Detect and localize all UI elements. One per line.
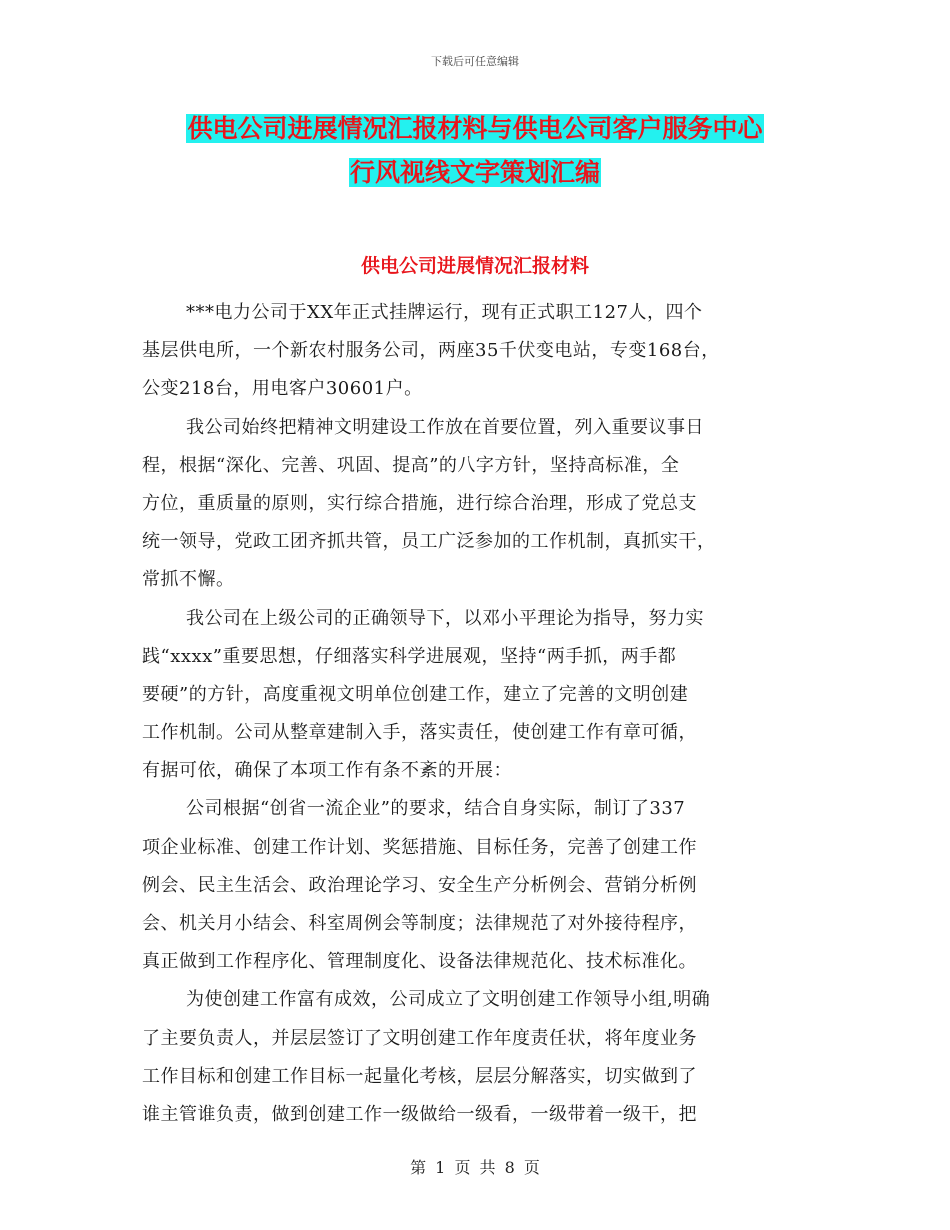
body-line: 真正做到工作程序化、管理制度化、设备法律规范化、技术标准化。 <box>142 951 697 973</box>
body-line: 有据可依，确保了本项工作有条不紊的开展： <box>142 760 512 782</box>
section-title: 供电公司进展情况汇报材料 <box>360 255 589 277</box>
body-line: 公司根据“创省一流企业”的要求，结合自身实际，制订了337 <box>186 798 686 820</box>
body-line: 常抓不懈。 <box>142 569 235 591</box>
body-line: 程，根据“深化、完善、巩固、提高”的八字方针，坚持高标准，全 <box>142 454 680 476</box>
body-line: 统一领导，党政工团齐抓共管，员工广泛参加的工作机制，真抓实干， <box>142 531 716 553</box>
body-line: 为使创建工作富有成效，公司成立了文明创建工作领导小组,明确 <box>186 989 711 1011</box>
body-line: 项企业标准、创建工作计划、奖惩措施、目标任务，完善了创建工作 <box>142 836 697 858</box>
body-line: 谁主管谁负责，做到创建工作一级做给一级看，一级带着一级干，把 <box>142 1103 697 1125</box>
body-line: 方位，重质量的原则，实行综合措施，进行综合治理，形成了党总支 <box>142 492 697 514</box>
body-line: 工作目标和创建工作目标一起量化考核，层层分解落实，切实做到了 <box>142 1065 697 1087</box>
body-line: ***电力公司于XX年正式挂牌运行，现有正式职工127人，四个 <box>186 302 703 323</box>
document-title-line-2 <box>0 156 950 190</box>
body-line: 例会、民主生活会、政治理论学习、安全生产分析例会、营销分析例 <box>142 874 697 896</box>
document-title-line-1 <box>0 112 950 146</box>
header-note: 下载后可任意编辑 <box>431 55 519 68</box>
body-line: 要硬”的方针，高度重视文明单位创建工作，建立了完善的文明创建 <box>142 683 689 705</box>
body-line: 了主要负责人，并层层签订了文明创建工作年度责任状，将年度业务 <box>142 1027 697 1049</box>
body-line: 会、机关月小结会、科室周例会等制度；法律规范了对外接待程序， <box>142 913 697 934</box>
body-text <box>142 294 810 1134</box>
body-line: 践“xxxx”重要思想，仔细落实科学进展观，坚持“两手抓，两手都 <box>142 645 677 667</box>
body-line: 我公司在上级公司的正确领导下，以邓小平理论为指导，努力实 <box>186 607 704 629</box>
title-highlight-2: 行风视线文字策划汇编 <box>349 158 600 187</box>
body-line: 我公司始终把精神文明建设工作放在首要位置，列入重要议事日 <box>186 416 704 438</box>
title-highlight-1: 供电公司进展情况汇报材料与供电公司客户服务中心 <box>187 114 763 143</box>
body-line: 公变218台，用电客户30601户。 <box>142 378 423 400</box>
body-line: 工作机制。公司从整章建制入手，落实责任，使创建工作有章可循， <box>142 722 697 744</box>
body-line: 基层供电所，一个新农村服务公司，两座35千伏变电站，专变168台， <box>142 340 720 362</box>
page-footer: 第 1 页 共 8 页 <box>410 1158 540 1177</box>
